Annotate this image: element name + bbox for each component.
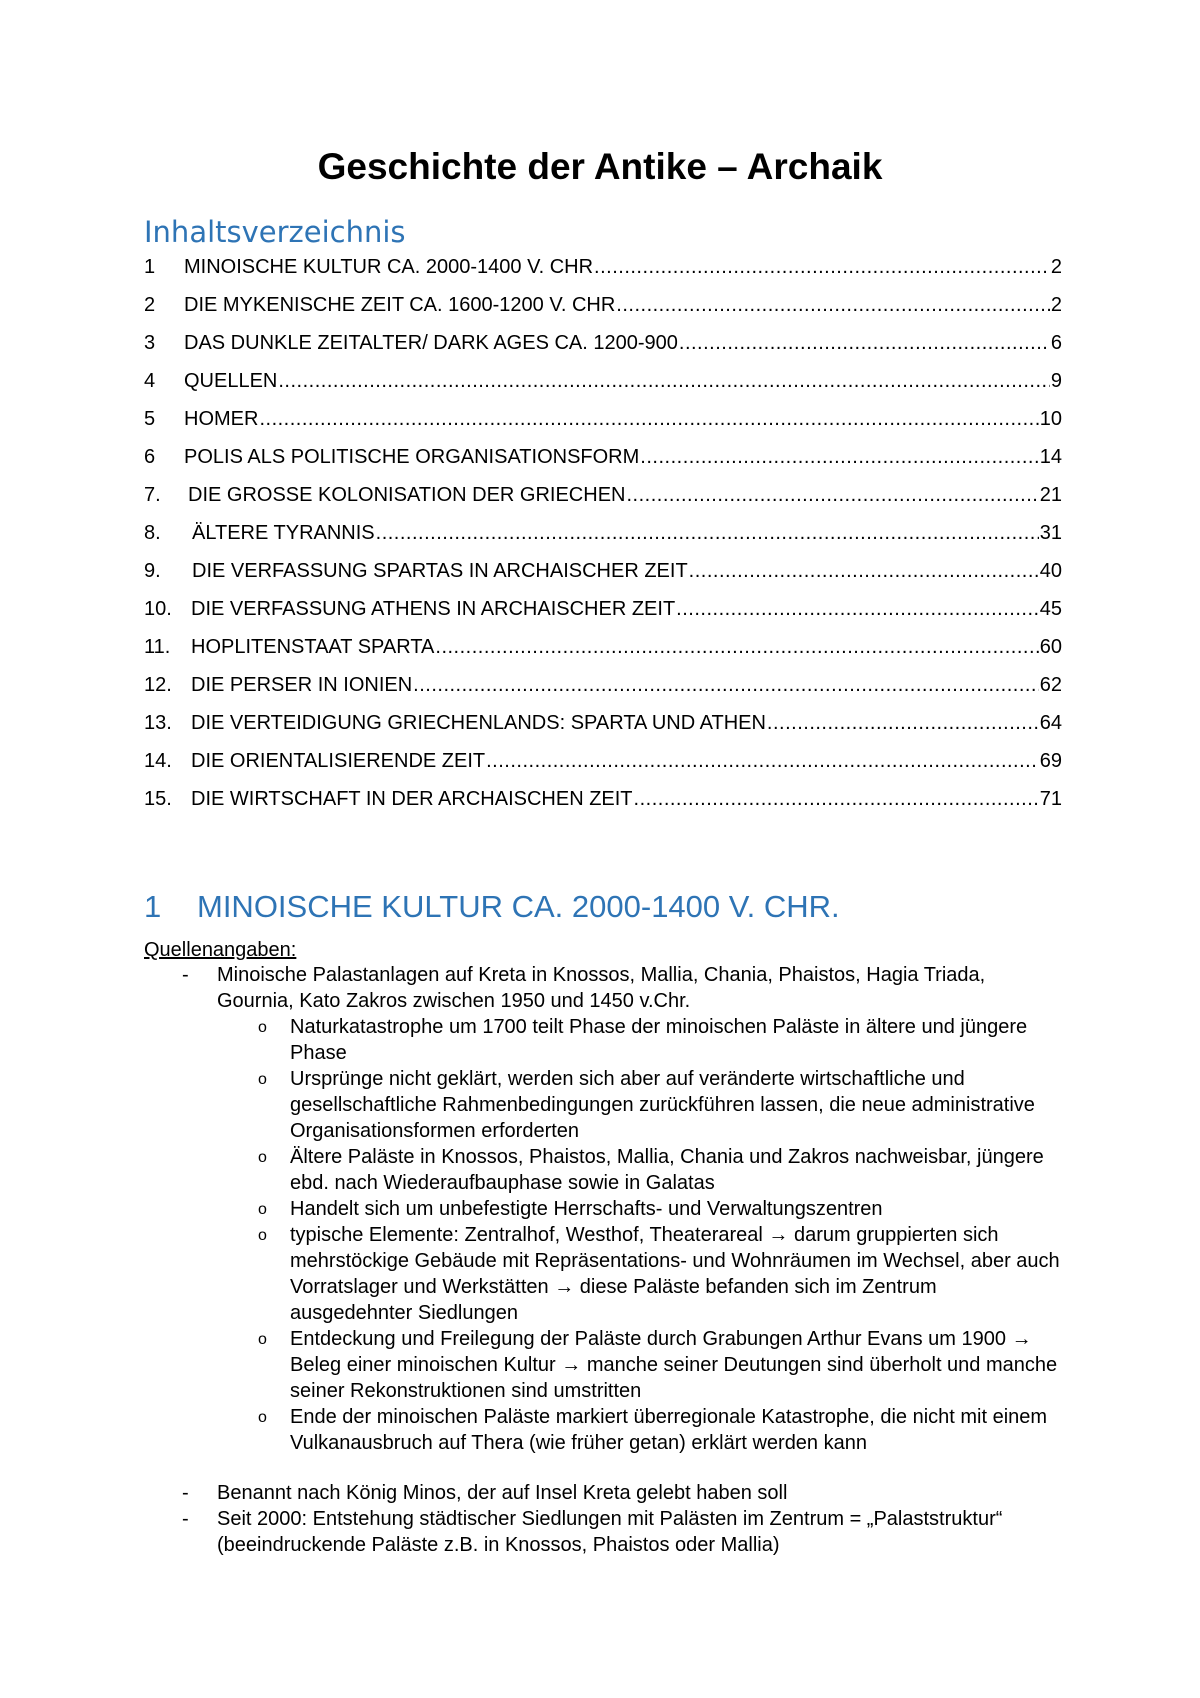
circle-bullet: o <box>258 1149 267 1166</box>
toc-entry[interactable] <box>144 248 1062 286</box>
toc-entry-page: 9 <box>1050 370 1062 392</box>
dash-bullet: - <box>182 1508 189 1530</box>
toc-entry-page: 69 <box>1039 750 1062 772</box>
toc-entry-number: 2 <box>144 294 156 316</box>
dash-bullet: - <box>182 964 189 986</box>
toc-entry-number: 8. <box>144 522 161 544</box>
toc-entry-label: DIE GROSSE KOLONISATION DER GRIECHEN <box>188 484 626 506</box>
sub-bullet-text: Ältere Paläste in Knossos, Phaistos, Mallia, Chania und Zakros nachweisbar, jüngere ebd. nach Wiederaufbauphase sowie in Galatas <box>290 1146 1044 1194</box>
section-heading <box>144 887 840 927</box>
toc-entry-label: ÄLTERE TYRANNIS <box>192 522 375 544</box>
sub-bullet-text: Ende der minoischen Paläste markiert überregionale Katastrophe, die nicht mit einem Vulkanausbruch auf Thera (wie früher getan) erklärt werden kann <box>290 1406 1048 1454</box>
toc-leader-dots <box>767 704 1039 742</box>
table-of-contents <box>144 248 1062 818</box>
toc-entry[interactable] <box>144 666 1062 704</box>
toc-leader-dots <box>689 552 1039 590</box>
toc-leader-dots <box>679 324 1050 362</box>
paragraph-gap <box>144 1456 1064 1480</box>
toc-entry-page: 40 <box>1039 560 1062 582</box>
toc-leader-dots <box>278 362 1050 400</box>
toc-entry[interactable] <box>144 742 1062 780</box>
toc-entry-page: 64 <box>1039 712 1062 734</box>
toc-entry-number: 11. <box>144 636 171 658</box>
sub-bullet-item <box>144 1144 1064 1196</box>
sub-bullet-text: Ursprünge nicht geklärt, werden sich aber auf veränderte wirtschaftliche und gesellschaftliche Rahmenbedingungen zurückführen lassen, die neue administrative Organisationsformen erforderten <box>290 1068 1035 1142</box>
toc-entry-label: HOMER <box>184 408 259 430</box>
sub-bullet-item <box>144 1326 1064 1404</box>
toc-entry-number: 4 <box>144 370 156 392</box>
sub-bullet-text: Entdeckung und Freilegung der Paläste durch Grabungen Arthur Evans um 1900 → Beleg einer minoischen Kultur → manche seiner Deutungen sind überholt und manche seiner Rekonstruktionen sind umstritten <box>290 1328 1058 1402</box>
toc-entry-label: DIE PERSER IN IONIEN <box>191 674 413 696</box>
toc-leader-dots <box>486 742 1039 780</box>
toc-entry-number: 13. <box>144 712 172 734</box>
toc-entry-number: 7. <box>144 484 161 506</box>
toc-entry-label: MINOISCHE KULTUR CA. 2000-1400 V. CHR <box>184 256 594 278</box>
sub-bullet-text: Handelt sich um unbefestigte Herrschafts- und Verwaltungszentren <box>290 1198 883 1220</box>
toc-entry-page: 21 <box>1039 484 1062 506</box>
sub-bullet-item <box>144 1196 1064 1222</box>
sub-bullet-text: Naturkatastrophe um 1700 teilt Phase der minoischen Paläste in ältere und jüngere Phase <box>290 1016 1028 1064</box>
toc-entry[interactable] <box>144 438 1062 476</box>
toc-entry-label: DIE WIRTSCHAFT IN DER ARCHAISCHEN ZEIT <box>191 788 633 810</box>
toc-entry[interactable] <box>144 286 1062 324</box>
toc-entry-page: 14 <box>1039 446 1062 468</box>
toc-entry[interactable] <box>144 552 1062 590</box>
bullet-list <box>144 962 1064 1558</box>
toc-entry-page: 10 <box>1039 408 1062 430</box>
toc-entry-label: DIE VERTEIDIGUNG GRIECHENLANDS: SPARTA UND ATHEN <box>191 712 766 734</box>
document-title: Geschichte der Antike – Archaik <box>317 146 883 187</box>
circle-bullet: o <box>258 1227 267 1244</box>
circle-bullet: o <box>258 1201 267 1218</box>
toc-leader-dots <box>259 400 1038 438</box>
toc-entry[interactable] <box>144 400 1062 438</box>
sources-label: Quellenangaben: <box>144 939 297 961</box>
bullet-item <box>144 962 1064 1014</box>
toc-entry-page: 71 <box>1039 788 1062 810</box>
toc-leader-dots <box>616 286 1050 324</box>
toc-entry-number: 3 <box>144 332 156 354</box>
toc-leader-dots <box>626 476 1038 514</box>
sub-bullet-item <box>144 1222 1064 1326</box>
toc-entry-label: DIE VERFASSUNG SPARTAS IN ARCHAISCHER ZEIT <box>192 560 688 582</box>
toc-entry-label: DIE MYKENISCHE ZEIT CA. 1600-1200 V. CHR <box>184 294 616 316</box>
toc-entry-page: 31 <box>1039 522 1062 544</box>
toc-leader-dots <box>376 514 1039 552</box>
toc-entry-number: 14. <box>144 750 172 772</box>
bullet-text: Minoische Palastanlagen auf Kreta in Knossos, Mallia, Chania, Phaistos, Hagia Triada, Gournia, Kato Zakros zwischen 1950 und 1450 v.Chr. <box>217 964 986 1012</box>
sub-bullet-item <box>144 1014 1064 1066</box>
toc-heading: Inhaltsverzeichnis <box>144 215 406 249</box>
toc-entry[interactable] <box>144 628 1062 666</box>
section-number: 1 <box>144 889 162 924</box>
toc-entry[interactable] <box>144 704 1062 742</box>
toc-entry-number: 15. <box>144 788 172 810</box>
toc-entry-number: 6 <box>144 446 156 468</box>
circle-bullet: o <box>258 1331 267 1348</box>
toc-entry[interactable] <box>144 476 1062 514</box>
toc-leader-dots <box>676 590 1039 628</box>
toc-leader-dots <box>634 780 1039 818</box>
toc-entry-label: POLIS ALS POLITISCHE ORGANISATIONSFORM <box>184 446 640 468</box>
sub-bullet-item <box>144 1404 1064 1456</box>
dash-bullet: - <box>182 1482 189 1504</box>
bullet-text: Seit 2000: Entstehung städtischer Siedlungen mit Palästen im Zentrum = „Palaststruktur“ (beeindruckende Paläste z.B. in Knossos, Phaistos oder Mallia) <box>217 1508 1003 1556</box>
toc-entry-page: 45 <box>1039 598 1062 620</box>
toc-entry-number: 10. <box>144 598 172 620</box>
toc-entry[interactable] <box>144 324 1062 362</box>
toc-leader-dots <box>640 438 1038 476</box>
circle-bullet: o <box>258 1019 267 1036</box>
bullet-text: Benannt nach König Minos, der auf Insel Kreta gelebt haben soll <box>217 1482 788 1504</box>
toc-entry-label: HOPLITENSTAAT SPARTA <box>191 636 435 658</box>
toc-entry-page: 60 <box>1039 636 1062 658</box>
toc-leader-dots <box>594 248 1050 286</box>
sub-bullet-item <box>144 1066 1064 1144</box>
toc-entry[interactable] <box>144 514 1062 552</box>
toc-entry-label: QUELLEN <box>184 370 278 392</box>
toc-entry-number: 12. <box>144 674 172 696</box>
toc-entry-number: 1 <box>144 256 156 278</box>
toc-entry[interactable] <box>144 780 1062 818</box>
toc-entry-number: 9. <box>144 560 161 582</box>
toc-entry-page: 2 <box>1050 294 1062 316</box>
circle-bullet: o <box>258 1409 267 1426</box>
toc-leader-dots <box>435 628 1038 666</box>
toc-leader-dots <box>413 666 1039 704</box>
toc-entry-page: 62 <box>1039 674 1062 696</box>
circle-bullet: o <box>258 1071 267 1088</box>
sub-bullet-text: typische Elemente: Zentralhof, Westhof, Theaterareal → darum gruppierten sich mehrstöckige Gebäude mit Repräsentations- und Wohnräumen im Wechsel, aber auch Vorratslager und Werkstätten → diese Paläste befanden sich im Zentrum ausgedehnter Siedlungen <box>290 1224 1060 1324</box>
toc-entry[interactable] <box>144 362 1062 400</box>
toc-entry-page: 6 <box>1050 332 1062 354</box>
toc-entry-label: DAS DUNKLE ZEITALTER/ DARK AGES CA. 1200-900 <box>184 332 678 354</box>
toc-entry-page: 2 <box>1050 256 1062 278</box>
bullet-item <box>144 1506 1064 1558</box>
toc-entry-number: 5 <box>144 408 156 430</box>
bullet-item <box>144 1480 1064 1506</box>
toc-entry-label: DIE ORIENTALISIERENDE ZEIT <box>191 750 486 772</box>
section-title: MINOISCHE KULTUR CA. 2000-1400 V. CHR. <box>197 889 840 924</box>
toc-entry-label: DIE VERFASSUNG ATHENS IN ARCHAISCHER ZEIT <box>191 598 676 620</box>
toc-entry[interactable] <box>144 590 1062 628</box>
